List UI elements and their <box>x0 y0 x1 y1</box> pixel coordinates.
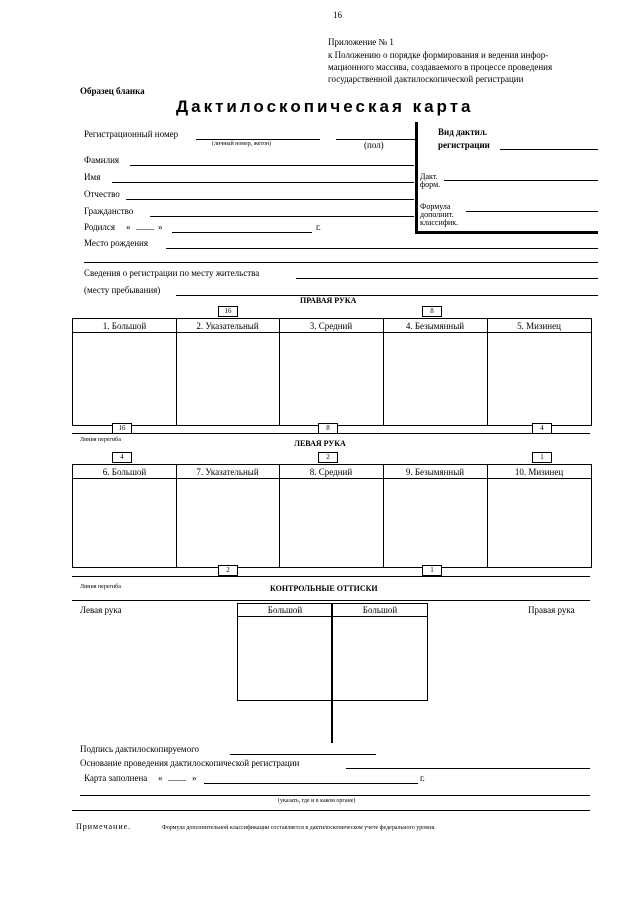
note-text: Формула дополнительной классификации составляется в дактилоскопическом учете федерального уровня. <box>162 825 436 831</box>
born-quote-open: « <box>126 222 131 232</box>
name-line[interactable] <box>112 182 414 183</box>
filled-year-suffix: г. <box>420 773 425 783</box>
finger-header-left-index: 7. Указательный <box>196 467 259 477</box>
finger-header-right-little: 5. Мизинец <box>517 321 561 331</box>
finger-header-left-ring: 9. Безымянный <box>405 467 465 477</box>
right-hand-table <box>72 318 592 426</box>
print-area-right-little[interactable] <box>488 333 591 425</box>
finger-header-right-middle: 3. Средний <box>309 321 353 331</box>
filled-day[interactable]: ____ <box>168 772 186 782</box>
fold-line-label-1: Линия перегиба <box>80 437 121 443</box>
filled-quote-open: « <box>158 773 163 783</box>
fold-line-label-2: Линия перегиба <box>80 584 121 590</box>
birthplace-line[interactable] <box>166 248 598 249</box>
formula-label-3: классифик. <box>420 218 459 227</box>
finger-header-right-index: 2. Указательный <box>196 321 259 331</box>
left-bottom-tab-2: 1 <box>422 565 442 576</box>
reg-type-label-1: Вид дактил. <box>438 127 488 137</box>
fold-line-1 <box>72 433 590 434</box>
side-box-bottom-border <box>415 231 598 234</box>
reg-type-label-2: регистрации <box>438 140 490 150</box>
appendix-line-1: Приложение № 1 <box>328 37 394 47</box>
right-bottom-tab-2: 8 <box>318 423 338 434</box>
right-top-tab-1: 16 <box>218 306 238 317</box>
left-bottom-tab-1: 2 <box>218 565 238 576</box>
left-top-tab-1: 4 <box>112 452 132 463</box>
patronymic-label: Отчество <box>84 189 120 199</box>
sample-label: Образец бланка <box>80 86 145 96</box>
stay-line[interactable] <box>176 295 598 296</box>
control-print-right-thumb[interactable] <box>334 617 427 700</box>
born-quote-close: » <box>158 222 163 232</box>
reg-type-line[interactable] <box>500 149 598 150</box>
right-bottom-tab-1: 16 <box>112 423 132 434</box>
citizenship-label: Гражданство <box>84 206 134 216</box>
control-print-left-thumb[interactable] <box>238 617 331 700</box>
control-right-hand-label: Правая рука <box>528 605 575 615</box>
side-box-left-border <box>415 122 418 234</box>
born-day[interactable]: ____ <box>136 221 154 231</box>
note-label: Примечание. <box>76 822 132 831</box>
dakt-form-label-1: Дакт. <box>420 172 438 181</box>
residence-label: Сведения о регистрации по месту жительства <box>84 268 260 278</box>
name-label: Имя <box>84 172 101 182</box>
control-left-hand-label: Левая рука <box>80 605 122 615</box>
organ-hint: (указать, где и в каком органе) <box>278 798 356 804</box>
basis-line[interactable] <box>346 768 590 769</box>
formula-label-1: Формула <box>420 202 451 211</box>
fold-line-2 <box>72 576 590 577</box>
finger-header-left-little: 10. Мизинец <box>514 467 564 477</box>
finger-header-left-middle: 8. Средний <box>309 467 353 477</box>
reg-number-line[interactable] <box>196 139 320 140</box>
finger-header-right-ring: 4. Безымянный <box>405 321 465 331</box>
right-hand-title: ПРАВАЯ РУКА <box>300 296 357 305</box>
left-hand-table <box>72 464 592 568</box>
born-year-suffix: г. <box>316 222 321 232</box>
right-top-tab-2: 8 <box>422 306 442 317</box>
print-area-left-thumb[interactable] <box>73 479 176 567</box>
control-center-divider <box>331 603 333 743</box>
right-bottom-tab-3: 4 <box>532 423 552 434</box>
reg-number-hint: (личный номер, жетон) <box>212 141 272 147</box>
finger-header-left-thumb: 6. Большой <box>102 467 147 477</box>
birthplace-line-2[interactable] <box>84 262 598 263</box>
organ-line[interactable] <box>80 795 590 796</box>
surname-label: Фамилия <box>84 155 120 165</box>
control-title: КОНТРОЛЬНЫЕ ОТТИСКИ <box>270 584 378 593</box>
page-title: Дактилоскопическая карта <box>176 97 474 116</box>
control-thumb-left-header: Большой <box>267 605 303 615</box>
dakt-form-line[interactable] <box>444 180 598 181</box>
stay-label: (месту пребывания) <box>84 285 161 295</box>
appendix-line-4: государственной дактилоскопической регистрации <box>328 74 524 84</box>
reg-number-label: Регистрационный номер <box>84 129 179 139</box>
print-area-right-middle[interactable] <box>280 333 383 425</box>
print-area-left-middle[interactable] <box>280 479 383 567</box>
surname-line[interactable] <box>130 165 414 166</box>
finger-header-right-thumb: 1. Большой <box>102 321 147 331</box>
residence-line[interactable] <box>296 278 598 279</box>
birthplace-label: Место рождения <box>84 238 149 248</box>
filled-quote-close: » <box>192 773 197 783</box>
appendix-line-2: к Положению о порядке формирования и ведения инфор- <box>328 50 549 60</box>
signature-line[interactable] <box>230 754 376 755</box>
formula-label-2: дополнит. <box>420 210 454 219</box>
dakt-form-label-2: форм. <box>420 180 441 189</box>
print-area-left-little[interactable] <box>488 479 591 567</box>
page-number: 16 <box>333 10 342 20</box>
control-thumb-right-header: Большой <box>362 605 398 615</box>
patronymic-line[interactable] <box>126 199 414 200</box>
born-month-year-line[interactable] <box>172 232 312 233</box>
footer-divider <box>72 810 590 811</box>
formula-line[interactable] <box>466 211 598 212</box>
basis-label: Основание проведения дактилоскопической регистрации <box>80 758 300 768</box>
filled-date-line[interactable] <box>204 783 418 784</box>
left-hand-title: ЛЕВАЯ РУКА <box>294 439 346 448</box>
print-area-right-ring[interactable] <box>384 333 487 425</box>
sex-hint: (пол) <box>364 140 384 150</box>
print-area-left-index[interactable] <box>177 479 279 567</box>
print-area-right-thumb[interactable] <box>73 333 176 425</box>
signature-label: Подпись дактилоскопируемого <box>80 744 200 754</box>
left-top-tab-2: 2 <box>318 452 338 463</box>
born-label: Родился <box>84 222 116 232</box>
citizenship-line[interactable] <box>150 216 414 217</box>
left-top-tab-3: 1 <box>532 452 552 463</box>
filled-label: Карта заполнена <box>84 773 148 783</box>
control-divider <box>72 600 590 601</box>
print-area-left-ring[interactable] <box>384 479 487 567</box>
print-area-right-index[interactable] <box>177 333 279 425</box>
appendix-line-3: мационного массива, создаваемого в процессе проведения <box>328 62 553 72</box>
